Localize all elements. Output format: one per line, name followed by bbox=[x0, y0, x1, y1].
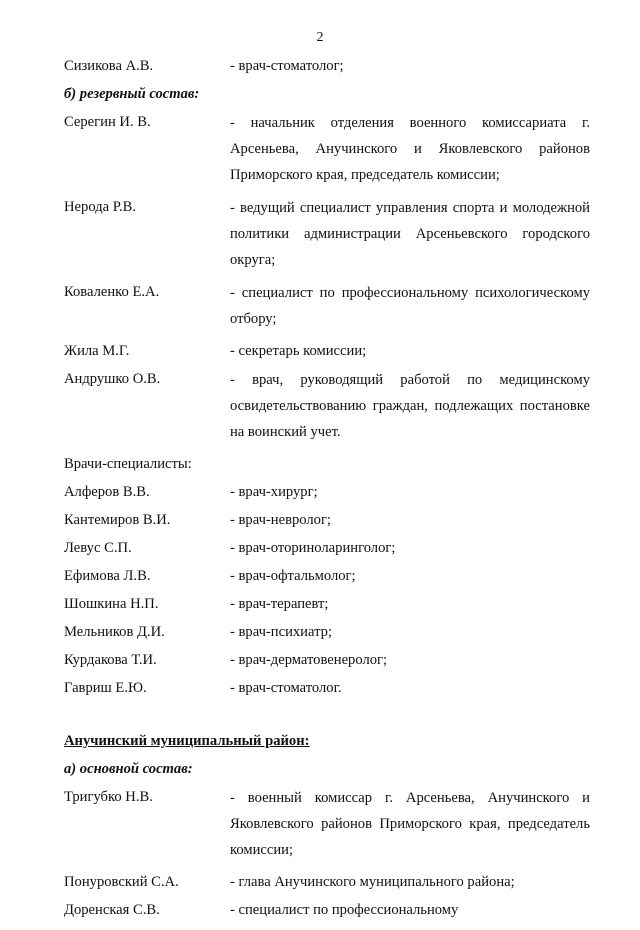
member-row bbox=[64, 568, 590, 585]
member-name: Курдакова Т.И. bbox=[64, 652, 157, 668]
member-row bbox=[64, 540, 590, 557]
member-role: - врач-офтальмолог; bbox=[230, 568, 356, 584]
member-role: - секретарь комиссии; bbox=[230, 343, 367, 359]
member-role: - начальник отделения военного комиссариата г. Арсеньева, Анучинского и Яковлевского районов Приморского края, председатель комиссии; bbox=[230, 115, 590, 183]
member-role: - врач-стоматолог. bbox=[230, 680, 342, 696]
member-row bbox=[64, 512, 590, 529]
member-row bbox=[64, 652, 590, 669]
member-row bbox=[64, 874, 590, 891]
member-role: - врач-хирург; bbox=[230, 484, 318, 500]
member-name: Андрушко О.В. bbox=[64, 371, 161, 387]
member-row bbox=[64, 343, 590, 360]
member-role: - ведущий специалист управления спорта и молодежной политики администрации Арсеньевского городского округа; bbox=[230, 200, 590, 268]
reserve-heading: б) резервный состав: bbox=[64, 86, 200, 102]
member-row bbox=[64, 58, 590, 75]
member-row bbox=[64, 680, 590, 697]
member-row bbox=[64, 596, 590, 613]
member-row bbox=[64, 284, 590, 332]
member-row bbox=[64, 484, 590, 501]
member-name: Понуровский С.А. bbox=[64, 874, 179, 890]
member-role: - специалист по профессиональному bbox=[230, 902, 459, 918]
member-name: Жила М.Г. bbox=[64, 343, 130, 359]
member-name: Коваленко Е.А. bbox=[64, 284, 160, 300]
member-role: - военный комиссар г. Арсеньева, Анучинского и Яковлевского районов Приморского края, председатель комиссии; bbox=[230, 790, 590, 858]
member-name: Нерода Р.В. bbox=[64, 199, 137, 215]
member-name: Гавриш Е.Ю. bbox=[64, 680, 147, 696]
member-name: Сизикова А.В. bbox=[64, 58, 154, 74]
member-name: Серегин И. В. bbox=[64, 114, 151, 130]
member-name: Шошкина Н.П. bbox=[64, 596, 159, 612]
member-role: - врач-невролог; bbox=[230, 512, 331, 528]
member-row bbox=[64, 789, 590, 863]
member-name: Мельников Д.И. bbox=[64, 624, 165, 640]
member-name: Доренская С.В. bbox=[64, 902, 160, 918]
member-role: - врач-стоматолог; bbox=[230, 58, 344, 74]
member-name: Ефимова Л.В. bbox=[64, 568, 151, 584]
member-name: Тригубко Н.В. bbox=[64, 789, 153, 805]
specialists-label: Врачи-специалисты: bbox=[64, 456, 192, 472]
district-heading: Анучинский муниципальный район: bbox=[64, 733, 310, 749]
main-heading: а) основной состав: bbox=[64, 761, 193, 777]
member-row bbox=[64, 624, 590, 641]
member-role: - врач-терапевт; bbox=[230, 596, 329, 612]
member-name: Алферов В.В. bbox=[64, 484, 150, 500]
member-role: - врач-дерматовенеролог; bbox=[230, 652, 388, 668]
member-row bbox=[64, 199, 590, 273]
member-name: Левус С.П. bbox=[64, 540, 132, 556]
member-row bbox=[64, 371, 590, 445]
member-row bbox=[64, 114, 590, 188]
member-role: - врач-оториноларинголог; bbox=[230, 540, 396, 556]
member-name: Кантемиров В.И. bbox=[64, 512, 171, 528]
page-number: 2 bbox=[316, 30, 324, 45]
document-body bbox=[64, 58, 590, 930]
member-role: - специалист по профессиональному психологическому отбору; bbox=[230, 285, 590, 327]
member-role: - врач, руководящий работой по медицинскому освидетельствованию граждан, подлежащих постановке на воинский учет. bbox=[230, 372, 590, 440]
member-role: - глава Анучинского муниципального района; bbox=[230, 874, 515, 890]
member-role: - врач-психиатр; bbox=[230, 624, 332, 640]
